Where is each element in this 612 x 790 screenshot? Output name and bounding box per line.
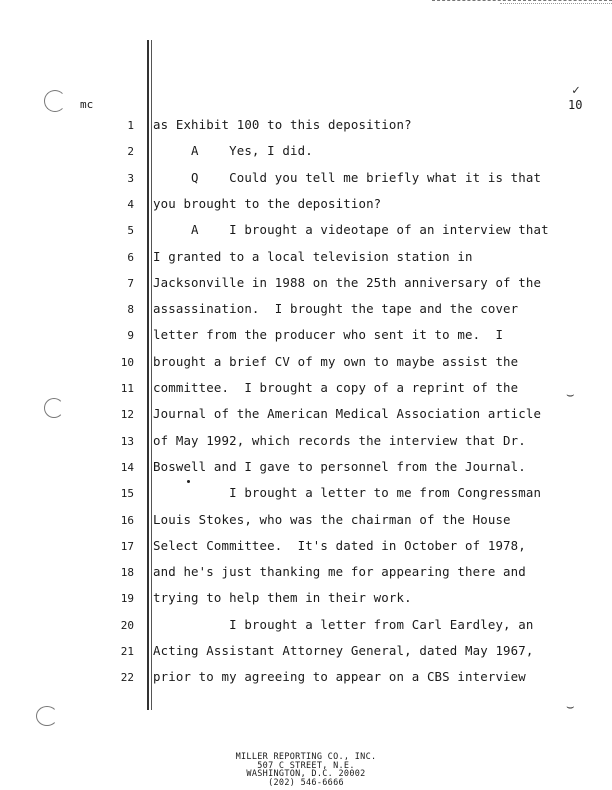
line-number: 17	[120, 539, 134, 553]
line-number: 20	[120, 618, 134, 632]
line-number: 9	[127, 329, 134, 343]
transcript-line	[0, 643, 612, 669]
line-text: A I brought a videotape of an interview that	[153, 222, 549, 238]
line-number: 8	[127, 303, 134, 317]
scan-edge-mark	[432, 0, 612, 1]
line-text: Acting Assistant Attorney General, dated May 1967,	[153, 643, 534, 658]
punch-hole-icon	[44, 90, 66, 112]
transcript-line	[0, 433, 612, 459]
transcript-line	[0, 196, 612, 222]
line-text: I brought a letter from Carl Eardley, an	[153, 616, 534, 632]
line-number: 2	[127, 145, 134, 159]
line-text: Journal of the American Medical Association article	[153, 406, 542, 422]
line-number: 18	[120, 566, 134, 580]
line-number: 6	[127, 250, 134, 264]
line-text: Jacksonville in 1988 on the 25th anniversary of the	[153, 274, 542, 290]
transcript-line	[0, 512, 612, 538]
stray-mark	[187, 480, 190, 483]
reporter-initials: mc	[80, 98, 94, 111]
line-number: 7	[127, 276, 134, 290]
footer-city: WASHINGTON, D.C. 20002	[246, 769, 366, 780]
line-text: trying to help them in their work.	[153, 590, 412, 606]
line-text: Select Committee. It's dated in October of 1978,	[153, 537, 526, 553]
check-mark-icon: ✓	[572, 83, 580, 98]
line-text: as Exhibit 100 to this deposition?	[153, 117, 412, 132]
line-text: I brought a letter to me from Congressman	[153, 485, 542, 501]
line-text: Boswell and I gave to personnel from the Journal.	[153, 458, 526, 474]
transcript-line	[0, 564, 612, 590]
line-number: 21	[120, 645, 134, 658]
transcript-line	[0, 485, 612, 511]
transcript-line	[0, 301, 612, 327]
transcript-line	[0, 617, 612, 643]
line-number: 15	[120, 487, 134, 501]
line-number: 13	[120, 434, 134, 448]
line-text: Q Could you tell me briefly what it is that	[153, 169, 542, 185]
transcript-line	[0, 459, 612, 485]
transcript-line	[0, 275, 612, 301]
transcript-line	[0, 380, 612, 406]
transcript-line	[0, 669, 612, 695]
footer-phone: (202) 546-6666	[268, 777, 344, 788]
line-number: 3	[127, 171, 134, 185]
punch-hole-icon	[36, 706, 58, 726]
line-text: A Yes, I did.	[153, 143, 313, 159]
line-number: 1	[127, 119, 134, 132]
transcript-line	[0, 354, 612, 380]
line-number: 11	[120, 382, 134, 395]
transcript-line	[0, 249, 612, 275]
reporter-footer	[0, 753, 612, 787]
line-number: 4	[127, 197, 134, 211]
line-number: 5	[127, 224, 134, 238]
line-number: 16	[120, 513, 134, 527]
transcript-line	[0, 406, 612, 432]
transcript-line	[0, 222, 612, 248]
line-number: 22	[120, 671, 134, 685]
line-text: letter from the producer who sent it to me. I	[153, 327, 504, 343]
line-text: assassination. I brought the tape and the cover	[153, 301, 519, 317]
line-text: and he's just thanking me for appearing there and	[153, 564, 526, 580]
check-mark-icon: ⌣	[566, 700, 575, 715]
line-text: Louis Stokes, who was the chairman of the House	[153, 511, 511, 527]
check-mark-icon: ⌣	[566, 388, 575, 403]
footer-street: 507 C STREET, N.E.	[257, 760, 355, 771]
transcript-line	[0, 170, 612, 196]
page-number: 10	[568, 98, 583, 112]
line-text: you brought to the deposition?	[153, 195, 382, 211]
line-text: I granted to a local television station in	[153, 248, 473, 264]
footer-company: MILLER REPORTING CO., INC.	[235, 752, 377, 762]
transcript-line	[0, 590, 612, 616]
line-number: 10	[120, 355, 134, 369]
scan-edge-mark	[500, 3, 612, 4]
transcript-line	[0, 143, 612, 169]
transcript-line	[0, 538, 612, 564]
line-number: 14	[120, 460, 134, 474]
transcript-line	[0, 327, 612, 353]
line-text: of May 1992, which records the interview that Dr.	[153, 432, 526, 448]
line-text: brought a brief CV of my own to maybe assist the	[153, 353, 519, 369]
line-text: prior to my agreeing to appear on a CBS interview	[153, 669, 526, 685]
line-number: 12	[120, 408, 134, 422]
line-number: 19	[120, 592, 134, 606]
line-text: committee. I brought a copy of a reprint of the	[153, 380, 519, 395]
transcript-line	[0, 117, 612, 143]
